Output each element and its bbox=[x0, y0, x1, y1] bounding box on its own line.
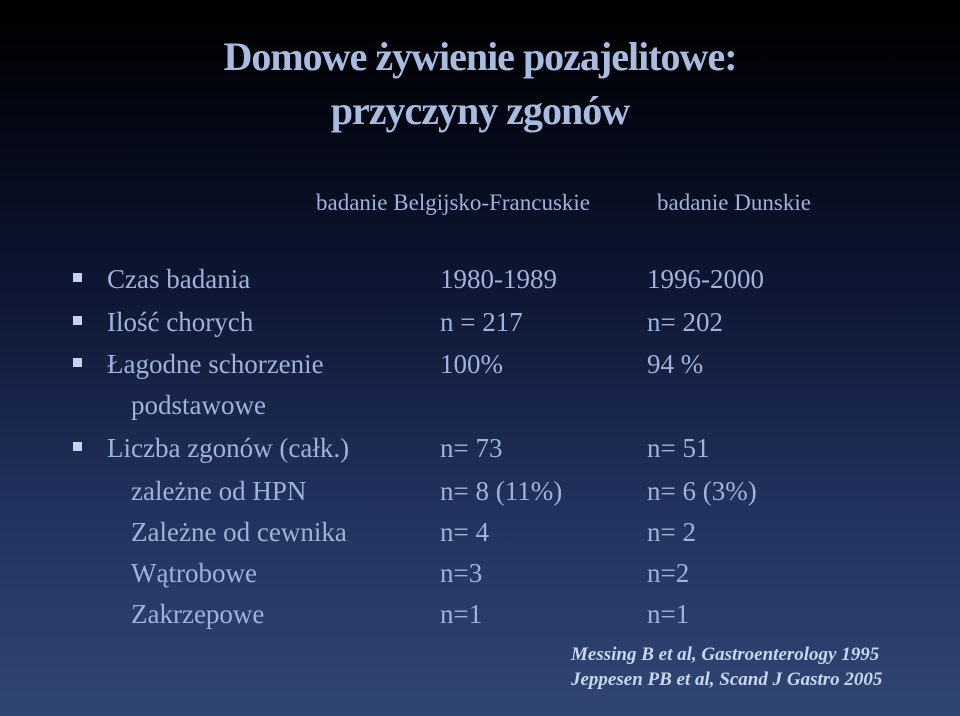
value-belgian-french: n = 217 bbox=[440, 307, 523, 337]
row-label: Zależne od cewnika bbox=[131, 517, 347, 547]
row-label: Ilość chorych bbox=[107, 307, 254, 337]
value-belgian-french: n=3 bbox=[440, 558, 483, 588]
reference-2: Jeppesen PB et al, Scand J Gastro 2005 bbox=[571, 669, 883, 690]
value-belgian-french: n= 8 (11%) bbox=[440, 476, 563, 506]
row-label: Czas badania bbox=[107, 264, 251, 294]
value-belgian-french: n= 73 bbox=[440, 433, 503, 463]
title-line-2: przyczyny zgonów bbox=[330, 88, 630, 133]
row-label: Łagodne schorzenie bbox=[107, 349, 324, 379]
row-label-continuation: podstawowe bbox=[131, 390, 266, 420]
value-danish: 1996-2000 bbox=[647, 264, 764, 294]
square-bullet-icon bbox=[73, 442, 82, 451]
value-belgian-french: 100% bbox=[440, 349, 503, 379]
value-belgian-french: n=1 bbox=[440, 599, 483, 629]
row-label: Liczba zgonów (całk.) bbox=[107, 433, 350, 463]
square-bullet-icon bbox=[73, 358, 82, 367]
value-danish: n= 202 bbox=[647, 307, 723, 337]
value-danish: n=2 bbox=[647, 558, 690, 588]
value-danish: n= 6 (3%) bbox=[647, 476, 757, 506]
references bbox=[571, 642, 882, 692]
row-label: Wątrobowe bbox=[131, 558, 257, 588]
reference-1: Messing B et al, Gastroenterology 1995 bbox=[571, 644, 880, 665]
square-bullet-icon bbox=[73, 316, 82, 325]
slide-title bbox=[0, 30, 960, 138]
title-line-1: Domowe żywienie pozajelitowe: bbox=[223, 34, 737, 79]
value-belgian-french: 1980-1989 bbox=[440, 264, 557, 294]
value-danish: n= 51 bbox=[647, 433, 710, 463]
value-danish: 94 % bbox=[647, 349, 704, 379]
square-bullet-icon bbox=[73, 273, 82, 282]
value-belgian-french: n= 4 bbox=[440, 517, 489, 547]
study-header-belgian-french: badanie Belgijsko-Francuskie bbox=[316, 190, 591, 215]
row-label: Zakrzepowe bbox=[131, 599, 265, 629]
value-danish: n= 2 bbox=[647, 517, 696, 547]
row-label: zależne od HPN bbox=[131, 476, 307, 506]
study-header-danish: badanie Dunskie bbox=[657, 190, 811, 215]
value-danish: n=1 bbox=[647, 599, 690, 629]
